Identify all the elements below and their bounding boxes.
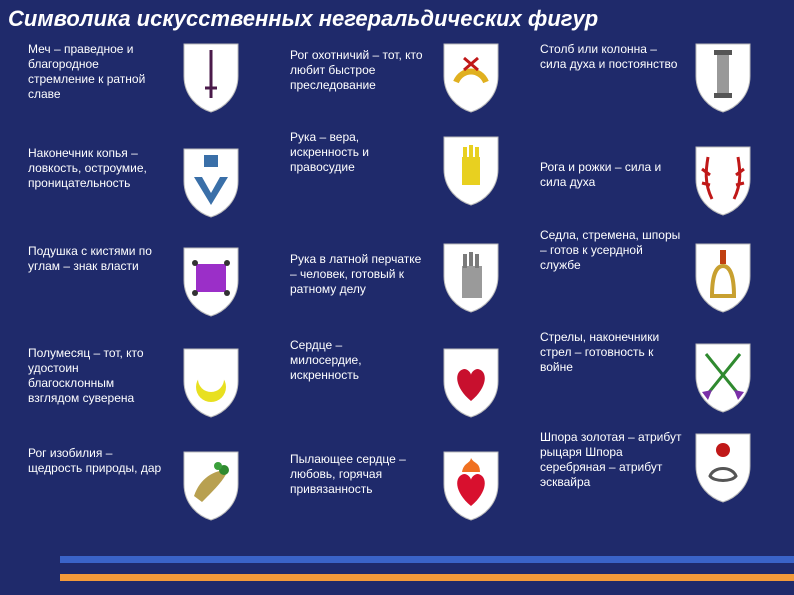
sword-icon <box>180 40 242 114</box>
item-text-column: Столб или колонна – сила духа и постоянство <box>540 42 678 71</box>
item-text-flaming-heart: Пылающее сердце – любовь, горячая привязанность <box>290 452 406 496</box>
hand-icon <box>440 133 502 207</box>
item-text-arrows: Стрелы, наконечники стрел – готовность к войне <box>540 330 660 374</box>
column-icon <box>692 40 754 114</box>
decorative-bar-blue <box>60 556 794 563</box>
item-text-antlers: Рога и рожки – сила и сила духа <box>540 160 662 189</box>
antlers-icon <box>692 143 754 217</box>
item-text-hand: Рука – вера, искренность и правосудие <box>290 130 370 174</box>
flaming-heart-icon <box>440 448 502 522</box>
page-title: Символика искусственных негеральдических фигур <box>8 6 599 31</box>
item-text-hunting-horn: Рог охотничий – тот, кто любит быстрое преследование <box>290 48 423 92</box>
item-text-crescent: Полумесяц – тот, кто удостоин благосклонным взглядом суверена <box>28 346 144 405</box>
hunting-horn-icon <box>440 40 502 114</box>
heart-icon <box>440 345 502 419</box>
item-text-spur: Шпора золотая – атрибут рыцаря Шпора серебряная – атрибут эсквайра <box>540 430 682 489</box>
item-text-spearhead: Наконечник копья – ловкость, остроумие, проницательность <box>28 146 147 190</box>
spearhead-icon <box>180 145 242 219</box>
item-text-stirrup: Седла, стремена, шпоры – готов к усердной службе <box>540 228 681 272</box>
stirrup-icon <box>692 240 754 314</box>
gauntlet-icon <box>440 240 502 314</box>
item-text-gauntlet: Рука в латной перчатке – человек, готовый к ратному делу <box>290 252 422 296</box>
item-text-heart: Сердце – милосердие, искренность <box>290 338 362 382</box>
spur-icon <box>692 430 754 504</box>
item-text-sword: Меч – праведное и благородное стремление к ратной славе <box>28 42 146 101</box>
item-text-cornucopia: Рог изобилия – щедрость природы, дар <box>28 446 162 475</box>
item-text-cushion: Подушка с кистями по углам – знак власти <box>28 244 152 273</box>
cushion-icon <box>180 244 242 318</box>
arrows-icon <box>692 340 754 414</box>
cornucopia-icon <box>180 448 242 522</box>
crescent-icon <box>180 345 242 419</box>
decorative-bar-orange <box>60 574 794 581</box>
